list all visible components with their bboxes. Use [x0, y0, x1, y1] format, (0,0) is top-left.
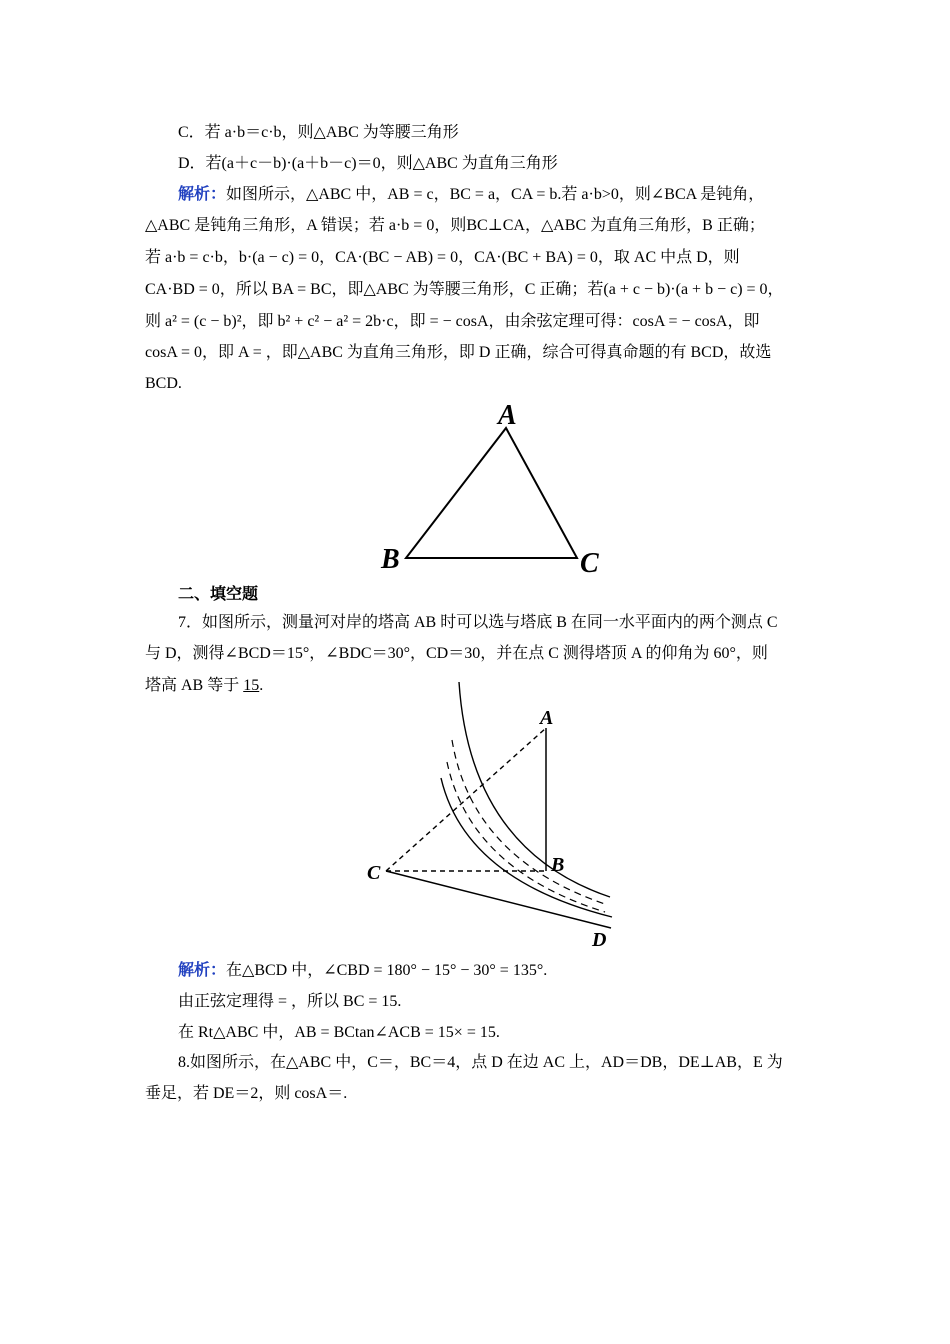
solution-label: 解析：	[178, 186, 227, 203]
q6-solution-line-1: 解析：如图所示，△ABC 中，AB = c，BC = a，CA = b.若 a·b>0，则∠BCA 是钝角，	[178, 186, 765, 203]
q6-solution-line-2: △ABC 是钝角三角形，A 错误；若 a·b = 0，则BC⊥CA，△ABC 为直角三角形，B 正确；	[145, 217, 765, 234]
q7-line-1: 7．如图所示，测量河对岸的塔高 AB 时可以选与塔底 B 在同一水平面内的两个测点 C	[178, 614, 778, 631]
solution-label-2: 解析：	[178, 962, 227, 979]
q8-line-1: 8.如图所示，在△ABC 中，C＝，BC＝4，点 D 在边 AC 上，AD＝DB，DE⊥AB，E 为	[178, 1054, 783, 1071]
line-cd	[386, 871, 611, 928]
q7-answer: 15	[243, 677, 260, 694]
q7-solution-line-3: 在 Rt△ABC 中，AB = BCtan∠ACB = 15× = 15.	[178, 1024, 500, 1041]
river-bank-1	[459, 682, 610, 897]
section-title: 二、填空题	[178, 586, 259, 603]
option-d: D．若(a＋c－b)·(a＋b－c)＝0，则△ABC 为直角三角形	[178, 155, 558, 172]
vertex-a-label: A	[498, 400, 517, 431]
q6-solution-line-7: BCD.	[145, 375, 182, 392]
q7-line-3: 塔高 AB 等于 15.	[145, 677, 264, 694]
river-dashed-1	[452, 740, 608, 905]
point-d-label: D	[592, 929, 607, 951]
vertex-b-label: B	[381, 544, 400, 575]
q6-solution-line-3: 若 a·b = c·b，b·(a − c) = 0，CA·(BC − AB) = 0，CA·(BC + BA) = 0，取 AC 中点 D，则	[145, 249, 740, 266]
q7-line-2: 与 D，测得∠BCD＝15°，∠BDC＝30°，CD＝30，并在点 C 测得塔顶 A 的仰角为 60°，则	[145, 645, 768, 662]
river-dashed-2	[447, 762, 605, 912]
q7-solution-line-2: 由正弦定理得 = ，所以 BC = 15.	[178, 993, 402, 1010]
point-a-label: A	[540, 707, 554, 729]
line-ca-dashed	[386, 728, 546, 871]
q6-solution-line-4: CA·BD = 0，所以 BA = BC，即△ABC 为等腰三角形，C 正确；若(a + c − b)·(a + b − c) = 0，	[145, 281, 784, 298]
point-b-label: B	[551, 854, 565, 876]
q7-solution-line-1: 解析：在△BCD 中，∠CBD = 180° − 15° − 30° = 135°.	[178, 962, 548, 979]
option-c: C．若 a·b＝c·b，则△ABC 为等腰三角形	[178, 124, 459, 141]
q8-line-2: 垂足，若 DE＝2，则 cosA＝.	[145, 1085, 348, 1102]
vertex-c-label: C	[580, 548, 599, 579]
q6-solution-line-6: cosA = 0，即 A = ，即△ABC 为直角三角形，即 D 正确，综合可得真命题的有 BCD，故选	[145, 344, 772, 361]
q6-solution-line-5: 则 a² = (c − b)²，即 b² + c² − a² = 2b·c，即 = − cosA，由余弦定理可得：cosA = − cosA，即	[145, 313, 760, 330]
point-c-label: C	[367, 862, 381, 884]
